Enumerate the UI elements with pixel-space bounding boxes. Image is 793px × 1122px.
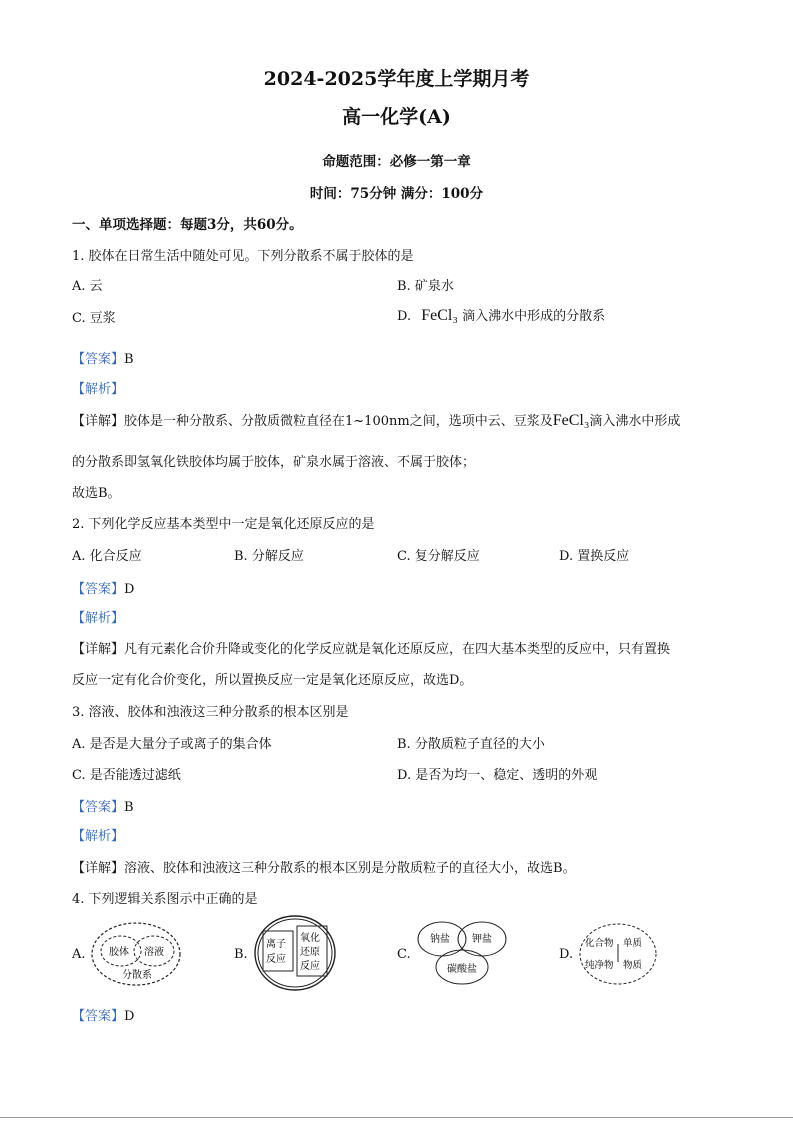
fig-d-label-l1: 化合物 [585,938,614,949]
fig-a-label-colloid: 胶体 [109,947,129,958]
q1-detail-line1 [72,410,680,430]
q4-option-d: D. [559,947,574,962]
section-title: 一、单项选择题：每题3分，共60分。 [72,217,303,233]
q2-stem: 2. 下列化学反应基本类型中一定是氧化还原反应的是 [72,517,375,532]
answer-label: 【答案】 [72,582,125,597]
page-title: 2024-2025学年度上学期月考 [263,68,530,90]
q4-figure-b [253,914,337,992]
q2-detail-line1 [72,638,670,657]
q3-answer [72,796,134,815]
q1-answer-value: B [124,352,134,367]
fig-d-label-r1: 单质 [623,938,643,949]
q3-answer-value: B [124,800,134,815]
q2-detail-line2: 反应一定有化合价变化，所以置换反应一定是氧化还原反应，故选D。 [72,673,473,688]
fig-b-label-r1: 氧化 [300,933,320,944]
q3-analysis-label: 【解析】 [72,829,125,844]
q1-option-b: B. 矿泉水 [397,279,454,294]
answer-label: 【答案】 [72,800,125,815]
q1-option-c: C. 豆浆 [72,311,116,326]
q4-answer [72,1005,134,1024]
detail-label: 【详解】 [72,414,125,429]
q4-answer-value: D [124,1009,135,1024]
q3-option-d: D. 是否为均一、稳定、透明的外观 [397,768,598,783]
q4-figure-c [414,920,510,986]
q1-option-a: A. 云 [72,279,103,294]
q1-detail-line2: 的分散系即氢氧化铁胶体均属于胶体，矿泉水属于溶液、不属于胶体； [72,455,476,470]
q2-option-c: C. 复分解反应 [397,549,480,564]
q4-option-a: A. [72,947,86,962]
fig-b-label-l1: 离子 [266,939,286,950]
q4-stem: 4. 下列逻辑关系图示中正确的是 [72,892,258,907]
q1-option-d [397,305,605,325]
page-bottom-divider [0,1117,793,1118]
q1-stem: 1. 胶体在日常生活中随处可见。下列分散系不属于胶体的是 [72,249,414,264]
exam-scope: 命题范围：必修一第一章 [322,154,471,170]
detail-label: 【详解】 [72,642,125,657]
q1-detail-text-a: 胶体是一种分散系、分散质微粒直径在1~100nm之间，选项中云、豆浆及 [124,414,553,429]
fig-b-ionic-box [263,931,293,971]
q3-option-a: A. 是否是大量分子或离子的集合体 [72,737,272,752]
q2-option-a: A. 化合反应 [72,549,142,564]
q1-detail-formula: FeCl₃ [552,412,590,429]
q2-option-d: D. 置换反应 [559,549,630,564]
fig-b-label-l2: 反应 [266,954,286,965]
fig-d-label-l2: 纯净物 [585,960,614,971]
q1-detail-text-b: 滴入沸水中形成 [589,414,681,429]
q1-option-d-formula: FeCl₃ [421,307,458,324]
q4-option-c: C. [397,947,411,962]
fig-c-label-sodium: 钠盐 [430,934,450,945]
answer-label: 【答案】 [72,1009,125,1024]
fig-c-label-carbonate: 碳酸盐 [447,964,477,975]
q1-answer [72,348,134,367]
q2-answer-value: D [124,582,135,597]
q1-option-d-prefix: D. [397,309,412,324]
q2-analysis-label: 【解析】 [72,611,125,626]
fig-a-label-dispersion: 分散系 [122,970,152,981]
q1-option-d-text: 滴入沸水中形成的分散系 [462,309,606,324]
q3-detail-line1 [72,857,576,876]
q3-option-c: C. 是否能透过滤纸 [72,768,181,783]
fig-c-label-potassium: 钾盐 [472,934,492,945]
q2-option-b: B. 分解反应 [234,549,304,564]
q1-analysis-label: 【解析】 [72,382,125,397]
fig-d-label-r2: 物质 [623,960,643,971]
q1-detail-line3: 故选B。 [72,486,121,501]
fig-b-inner-circle [258,919,332,987]
detail-label: 【详解】 [72,861,125,876]
q4-figure-d [578,922,658,986]
q3-detail-text: 溶液、胶体和浊液这三种分散系的根本区别是分散质粒子的直径大小，故选B。 [124,861,576,876]
q4-option-b: B. [234,947,248,962]
q3-stem: 3. 溶液、胶体和浊液这三种分散系的根本区别是 [72,705,349,720]
fig-a-label-solution: 溶液 [144,947,164,958]
q2-detail-text: 凡有元素化合价升降或变化的化学反应就是氧化还原反应，在四大基本类型的反应中，只有置换 [124,642,671,657]
q4-figure-a [90,920,182,988]
fig-b-label-r2: 还原 [300,947,320,958]
q3-option-b: B. 分散质粒子直径的大小 [397,737,545,752]
exam-time: 时间：75分钟 满分：100分 [309,186,484,202]
page-subtitle: 高一化学(A) [342,106,451,128]
answer-label: 【答案】 [72,352,125,367]
fig-b-outer-circle [255,916,335,990]
q2-answer [72,578,134,597]
fig-b-label-r3: 反应 [300,961,320,972]
